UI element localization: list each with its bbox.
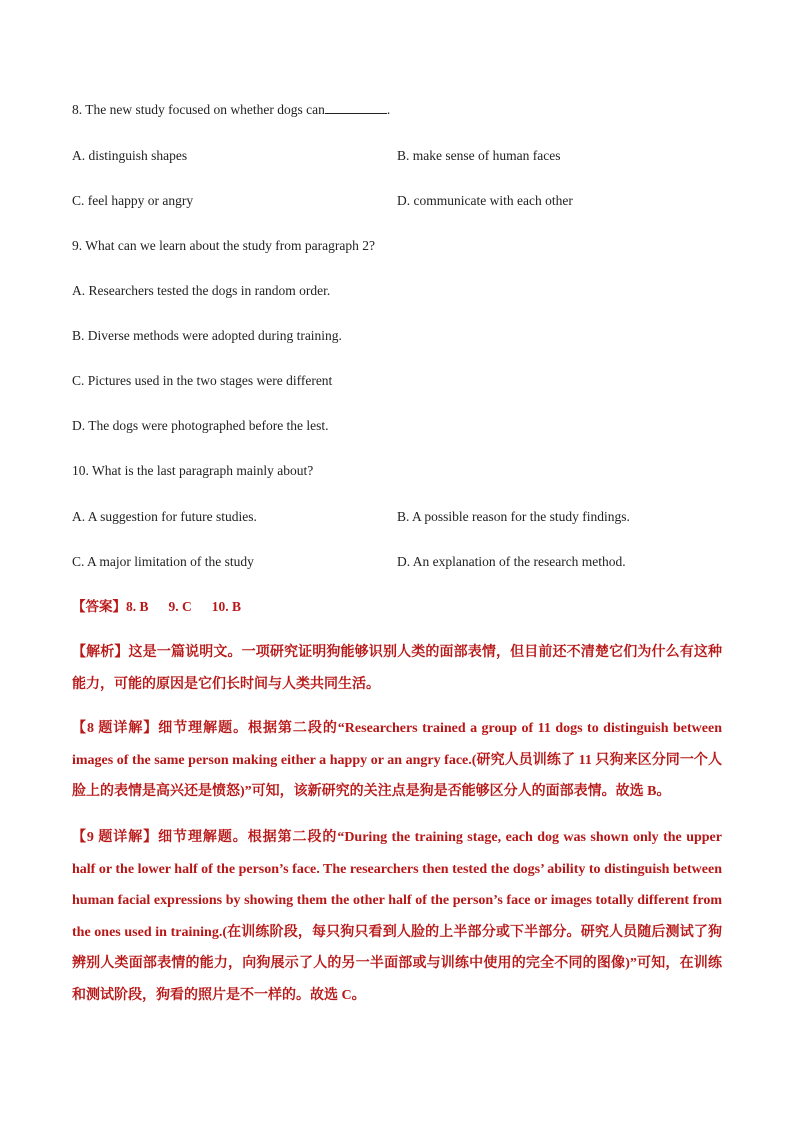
q8-option-d: D. communicate with each other	[397, 193, 573, 208]
q10-option-a: A. A suggestion for future studies.	[72, 509, 257, 524]
q10-option-c: C. A major limitation of the study	[72, 554, 254, 569]
question-10-stem: 10. What is the last paragraph mainly about?	[72, 463, 314, 478]
answer-8: 8. B	[126, 599, 149, 614]
detail-8-label: 【8 题详解】	[72, 721, 159, 736]
q9-option-d: D. The dogs were photographed before the lest.	[72, 418, 329, 433]
q8-option-c: C. feel happy or angry	[72, 193, 194, 208]
answer-blank	[325, 101, 387, 114]
detail-9-text: 细节理解题。根据第二段的“During the training stage, each dog was shown only the upper half or the lower half of the person’s face. The researchers then tested the dogs’ ability to distinguish between human facial expressions by showing them the other half of the person’s face or images totally different from the ones used in training.(在训练阶段，每只狗只看到人脸的上半部分或下半部分。研究人员随后测试了狗辨别人类面部表情的能力，向狗展示了人的另一半面部或与训练中使用的完全不同的图像)”可知，在训练和测试阶段，狗看的照片是不一样的。故选 C。	[72, 830, 722, 1003]
q9-option-b: B. Diverse methods were adopted during training.	[72, 328, 342, 343]
question-8-period: .	[386, 102, 391, 117]
answer-9: 9. C	[168, 599, 192, 614]
detail-9-label: 【9 题详解】	[72, 830, 159, 845]
detail-9-paragraph	[72, 822, 722, 1011]
analysis-paragraph	[72, 637, 722, 700]
answer-label: 【答案】	[72, 599, 126, 614]
analysis-text: 这是一篇说明文。一项研究证明狗能够识别人类的面部表情，但目前还不清楚它们为什么有这种能力，可能的原因是它们长时间与人类共同生活。	[72, 645, 723, 692]
question-9-stem: 9. What can we learn about the study from paragraph 2?	[72, 238, 376, 253]
q8-option-b: B. make sense of human faces	[397, 148, 561, 163]
answer-key	[72, 598, 261, 616]
analysis-label: 【解析】	[72, 645, 129, 660]
detail-8-paragraph	[72, 713, 722, 808]
answer-10: 10. B	[211, 599, 242, 614]
q9-option-c: C. Pictures used in the two stages were different	[72, 373, 333, 388]
question-8-text: 8. The new study focused on whether dogs can	[72, 102, 325, 117]
q10-option-d: D. An explanation of the research method.	[397, 554, 626, 569]
detail-8-text: 细节理解题。根据第二段的“Researchers trained a group of 11 dogs to distinguish between images of the same person making either a happy or an angry face.(研究人员训练了 11 只狗来区分同一个人脸上的表情是高兴还是愤怒)”可知，该新研究的关注点是狗是否能够区分人的面部表情。故选 B。	[72, 721, 722, 799]
q8-option-a: A. distinguish shapes	[72, 148, 188, 163]
q10-option-b: B. A possible reason for the study findings.	[397, 509, 630, 524]
q9-option-a: A. Researchers tested the dogs in random order.	[72, 283, 331, 298]
question-8-stem	[72, 101, 390, 119]
